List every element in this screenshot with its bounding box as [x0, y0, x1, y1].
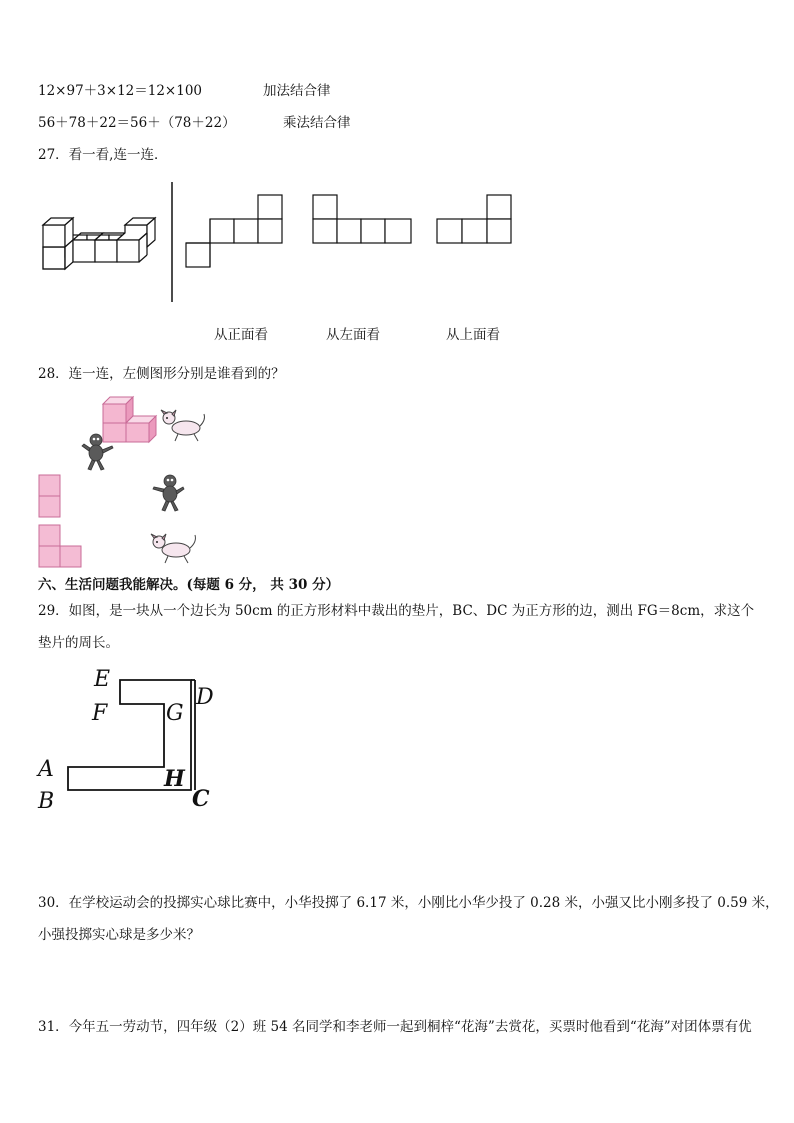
label-g: G — [166, 701, 184, 726]
section6-title: 六、生活问题我能解决。(每题 6 分， 共 30 分） — [38, 577, 340, 593]
q27-divider — [170, 182, 174, 302]
q27-view-grid-1 — [184, 195, 284, 270]
q30-text-line2: 小强投掷实心球是多少米？ — [38, 927, 200, 943]
dog-icon — [150, 530, 200, 566]
dog-icon — [158, 408, 208, 444]
q27-view-grid-3 — [436, 195, 516, 247]
q29-text-line1: 29．如图，是一块从一个边长为 50cm 的正方形材料中裁出的垫片，BC、DC 为正方形的边，测出 FG＝8cm，求这个 — [38, 603, 755, 619]
monkey-icon — [150, 473, 186, 513]
q29-gasket-figure — [36, 664, 226, 814]
q29-text-line2: 垫片的周长。 — [38, 635, 119, 651]
label-e: E — [94, 667, 111, 692]
q27-label-left: 从左面看 — [326, 327, 380, 343]
q27-label-top: 从上面看 — [446, 327, 500, 343]
q28-shape-l — [38, 524, 84, 570]
q27-cube-figure — [40, 215, 155, 271]
matching-expression-2: 56＋78＋22＝56＋（78＋22） — [38, 115, 236, 131]
q27-label-front: 从正面看 — [214, 327, 268, 343]
q30-text-line1: 30．在学校运动会的投掷实心球比赛中，小华投掷了 6.17 米，小刚比小华少投了 0.28 米，小强又比小刚多投了 0.59 米， — [38, 895, 779, 911]
label-f: F — [92, 701, 108, 726]
q27-text: 27．看一看,连一连． — [38, 147, 168, 163]
label-b: B — [38, 789, 55, 814]
matching-law-1: 加法结合律 — [263, 83, 331, 99]
label-c: C — [192, 786, 210, 812]
q27-view-grid-2 — [312, 195, 414, 247]
label-a: A — [38, 757, 54, 782]
label-h: H — [164, 766, 185, 792]
q28-shape-vertical — [38, 474, 62, 520]
matching-expression-1: 12×97＋3×12＝12×100 — [38, 83, 203, 99]
q31-text-line1: 31．今年五一劳动节，四年级（2）班 54 名同学和李老师一起到桐梓“花海”去赏花，买票时他看到“花海”对团体票有优 — [38, 1019, 752, 1035]
matching-law-2: 乘法结合律 — [283, 115, 351, 131]
label-d: D — [196, 685, 214, 710]
q28-text: 28．连一连，左侧图形分别是谁看到的？ — [38, 366, 285, 382]
monkey-icon — [80, 432, 116, 472]
